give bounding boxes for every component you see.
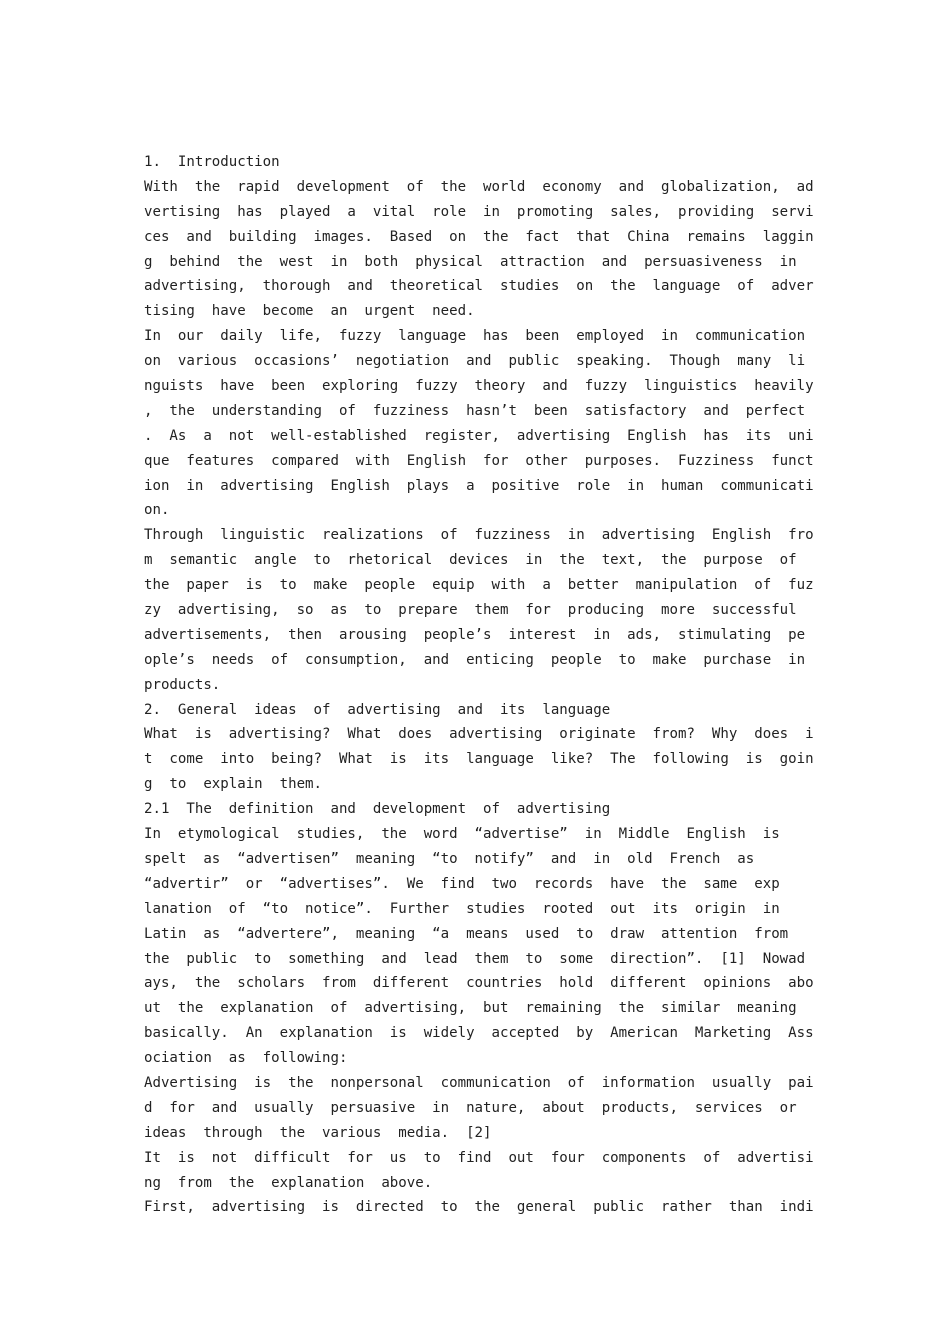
text-line: . As a not well-established register, advertising English has its uni [144,427,814,444]
text-line: ociation as following: [144,1050,348,1067]
text-line: First, advertising is directed to the general public rather than indi [144,1199,814,1216]
text-line: products. [144,676,221,693]
text-line: ng from the explanation above. [144,1174,433,1191]
text-line: on. [144,502,170,519]
text-line: ople’s needs of consumption, and enticing people to make purchase in [144,651,806,668]
text-line: Latin as “advertere”, meaning “a means used to draw attention from [144,925,789,942]
text-line: m semantic angle to rhetorical devices in the text, the purpose of [144,552,797,569]
text-line: With the rapid development of the world economy and globalization, ad [144,178,814,195]
text-line: the public to something and lead them to some direction”. [1] Nowad [144,950,806,967]
text-line: ideas through the various media. [2] [144,1124,492,1141]
text-line: ut the explanation of advertising, but remaining the similar meaning [144,1000,797,1017]
text-line: the paper is to make people equip with a better manipulation of fuz [144,577,814,594]
text-line: In etymological studies, the word “advertise” in Middle English is [144,826,780,843]
text-line: lanation of “to notice”. Further studies rooted out its origin in [144,900,780,917]
text-line: tising have become an urgent need. [144,303,475,320]
body-text [144,150,814,1220]
text-line: que features compared with English for other purposes. Fuzziness funct [144,452,814,469]
text-line: What is advertising? What does advertising originate from? Why does i [144,726,814,743]
text-line: ion in advertising English plays a positive role in human communicati [144,477,814,494]
text-line: g to explain them. [144,776,322,793]
text-line: basically. An explanation is widely accepted by American Marketing Ass [144,1025,814,1042]
text-line: ays, the scholars from different countries hold different opinions abo [144,975,814,992]
text-line: nguists have been exploring fuzzy theory and fuzzy linguistics heavily [144,378,814,395]
text-line: zy advertising, so as to prepare them for producing more successful [144,602,797,619]
text-line: Advertising is the nonpersonal communication of information usually pai [144,1074,814,1091]
text-line: , the understanding of fuzziness hasn’t been satisfactory and perfect [144,402,806,419]
text-line: Through linguistic realizations of fuzziness in advertising English fro [144,527,814,544]
text-line: advertising, thorough and theoretical studies on the language of adver [144,278,814,295]
text-line: t come into being? What is its language like? The following is goin [144,751,814,768]
text-line: “advertir” or “advertises”. We find two records have the same exp [144,875,780,892]
text-line: on various occasions’ negotiation and public speaking. Though many li [144,353,806,370]
text-line: d for and usually persuasive in nature, about products, services or [144,1099,797,1116]
text-line: vertising has played a vital role in promoting sales, providing servi [144,203,814,220]
text-line: ces and building images. Based on the fact that China remains laggin [144,228,814,245]
text-line: 1. Introduction [144,154,280,170]
text-line: spelt as “advertisen” meaning “to notify” and in old French as [144,850,755,867]
text-line: g behind the west in both physical attraction and persuasiveness in [144,253,797,270]
text-line: 2.1 The definition and development of advertising [144,801,611,818]
text-line: advertisements, then arousing people’s interest in ads, stimulating pe [144,626,806,643]
text-line: In our daily life, fuzzy language has been employed in communication [144,328,806,345]
text-line: It is not difficult for us to find out four components of advertisi [144,1149,814,1166]
text-line: 2. General ideas of advertising and its language [144,701,611,718]
